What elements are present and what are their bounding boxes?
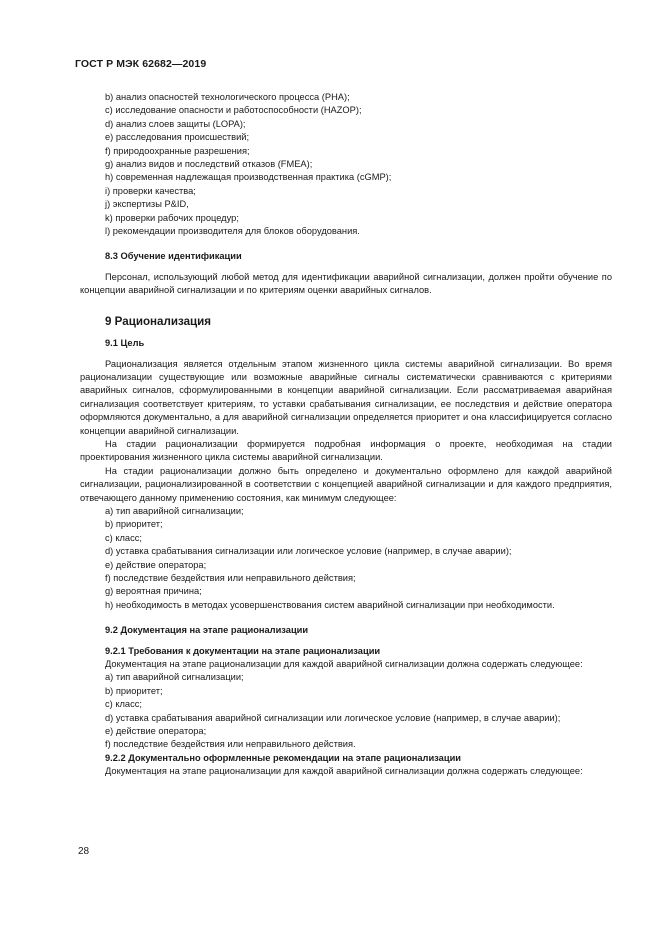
list-item: b) приоритет;	[105, 519, 163, 530]
list-item: d) анализ слоев защиты (LOPA);	[105, 118, 246, 129]
list-item: d) уставка срабатывания аварийной сигнализации или логическое условие (например, в случае аварии);	[105, 712, 561, 723]
list-item: i) проверки качества;	[105, 185, 196, 196]
section-heading-9: 9 Рационализация	[105, 314, 212, 328]
rationalization-list	[80, 505, 612, 612]
paragraph: Документация на этапе рационализации для каждой аварийной сигнализации должна содержать следующее:	[105, 659, 583, 670]
list-item: e) действие оператора;	[105, 726, 207, 737]
list-item: a) тип аварийной сигнализации;	[105, 505, 244, 516]
page-number: 28	[78, 846, 90, 857]
section-heading-9-2-1: 9.2.1 Требования к документации на этапе рационализации	[105, 645, 381, 656]
paragraph: Рационализация является отдельным этапом жизненного цикла системы аварийной сигнализации. Во время рационализации существующие или возможные аварийные сигналы систематически сравниваются с критериями аварийных сигналов, сформулированными в концепции аварийной сигнализации. Если рассматриваемая аварийная сигнализация соответствует критериям, то уставки срабатывания сигнализации, ее последствия и действие оператора оформляются документально, а для аварийной сигнализации определяется приоритет и она классифицируется согласно концепции аварийной сигнализации.	[80, 358, 612, 436]
list-item: b) приоритет;	[105, 685, 163, 696]
list-item: g) анализ видов и последствий отказов (FMEA);	[105, 159, 313, 170]
page-content	[80, 91, 612, 779]
method-list	[80, 91, 612, 238]
list-item: b) анализ опасностей технологического процесса (PHA);	[105, 92, 350, 102]
section-heading-9-2-2: 9.2.2 Документально оформленные рекомендации на этапе рационализации	[105, 752, 461, 763]
list-item: c) исследование опасности и работоспособности (HAZOP);	[105, 105, 362, 116]
list-item: l) рекомендации производителя для блоков оборудования.	[105, 226, 360, 237]
document-header: ГОСТ Р МЭК 62682—2019	[75, 58, 207, 70]
list-item: k) проверки рабочих процедур;	[105, 212, 239, 223]
list-item: c) класс;	[105, 699, 142, 710]
list-item: g) вероятная причина;	[105, 586, 202, 597]
list-item: f) последствие бездействия или неправильного действия.	[105, 739, 356, 750]
list-item: j) экспертизы P&ID,	[105, 199, 189, 210]
list-item: f) природоохранные разрешения;	[105, 145, 250, 156]
list-item: f) последствие бездействия или неправильного действия;	[105, 573, 356, 583]
section-heading-8-3: 8.3 Обучение идентификации	[105, 251, 242, 262]
paragraph: Персонал, использующий любой метод для идентификации аварийной сигнализации, должен пройти обучение по концепции аварийной сигнализации и по критериям оценки аварийных сигналов.	[80, 271, 612, 296]
list-item: e) расследования происшествий;	[105, 132, 250, 143]
list-item: e) действие оператора;	[105, 559, 207, 570]
section-heading-9-1: 9.1 Цель	[105, 338, 145, 349]
documentation-list	[80, 671, 612, 751]
section-heading-9-2: 9.2 Документация на этапе рационализации	[105, 625, 309, 636]
list-item: h) современная надлежащая производственная практика (cGMP);	[105, 172, 392, 183]
paragraph: На стадии рационализации должно быть определено и документально оформлено для каждой аварийной сигнализации, рационализированной в соответствии с концепцией аварийной сигнализации и для каждого предприятия, отвечающего данному применению состояния, как минимум следующее:	[80, 465, 612, 503]
paragraph: Документация на этапе рационализации для каждой аварийной сигнализации должна содержать следующее:	[105, 766, 583, 777]
list-item: h) необходимость в методах усовершенствования систем аварийной сигнализации при необходимости.	[105, 599, 555, 610]
paragraph: На стадии рационализации формируется подробная информация о проекте, необходимая на стадии проектирования жизненного цикла системы аварийной сигнализации.	[80, 438, 612, 463]
list-item: a) тип аварийной сигнализации;	[105, 672, 244, 683]
list-item: c) класс;	[105, 532, 142, 543]
list-item: d) уставка срабатывания сигнализации или логическое условие (например, в случае аварии);	[105, 546, 512, 557]
